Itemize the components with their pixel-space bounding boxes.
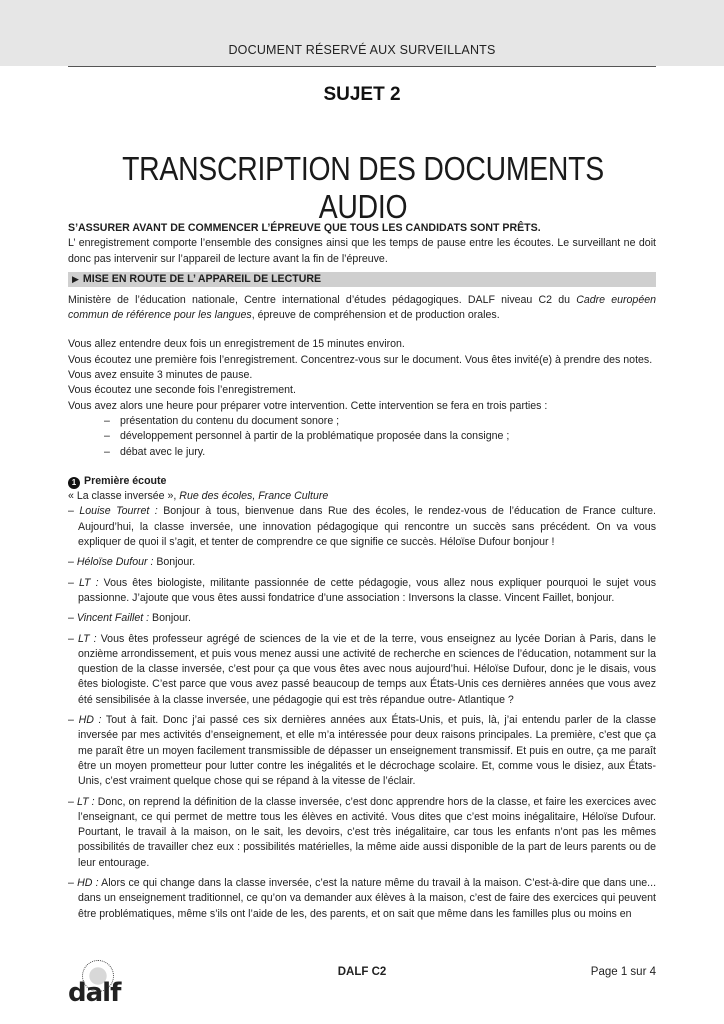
source-italic: Rue des écoles, France Culture	[179, 490, 329, 503]
transcript-turn: – HD : Alors ce qui change dans la classe inversée, c’est la nature même du travail à la maison. C’est-à-dire que dans une... dans un enseignement traditionnel, ce qu’on va demander aux élèves à la maison, c’est de faire des exercices qui peuvent être problématiques, même s’ils ont l’aide de les, des parents, et on sait que même dans les familles plus ou moins en	[68, 876, 657, 920]
intervention-parts-list	[68, 414, 656, 460]
list-item: – développement personnel à partir de la problématique proposée dans la consigne ;	[104, 429, 656, 444]
ministry-text-part1: Ministère de l’éducation nationale, Centre international d’études pédagogiques. DALF niveau C2 du	[68, 293, 577, 306]
instruction-line: Vous avez ensuite 3 minutes de pause.	[68, 369, 253, 382]
logo-text: dalf	[68, 978, 121, 1008]
turn-text: Tout à fait. Donc j’ai passé ces six dernières années aux États-Unis, et puis, là, j’ai entendu parler de la classe inversée par mes activités d’enseignement, et elle m’a intéressée pour deux raisons principales. La première, c’est que ça me paraît être un moyen facilement transmissible de dépasser un enseignement transmissif. Et puis en outre, ça me paraît être un moyen prometteur pour lutter contre les inégalités et le décrochage scolaire. Et, comme vous le disiez, aux États-Unis, c’est vraiment quelque chose qui se répand à la vitesse de l’éclair.	[78, 714, 657, 788]
speaker-name: HD :	[77, 876, 99, 889]
transcript-turn: – Vincent Faillet : Bonjour.	[68, 612, 191, 625]
speaker-name: Héloïse Dufour :	[76, 556, 154, 569]
instruction-line: Vous avez alors une heure pour préparer votre intervention. Cette intervention se fera en trois parties :	[68, 399, 548, 412]
section-label: MISE EN ROUTE DE L’ APPAREIL DE LECTURE	[82, 272, 322, 285]
spacer	[68, 323, 656, 337]
page-number: Page 1 sur 4	[590, 966, 656, 978]
listening-heading	[68, 474, 656, 489]
spacer	[68, 460, 656, 474]
instruction-line: Vous écoutez une première fois l’enregistrement. Concentrez-vous sur le document. Vous êtes invité(e) à prendre des notes.	[68, 353, 653, 366]
header-divider	[68, 66, 656, 67]
intro-text: L’ enregistrement comporte l’ensemble des consignes ainsi que les temps de pause entre les écoutes. Le surveillant ne doit donc pas intervenir sur l’appareil de lecture avant la fin de l’épreuve.	[68, 237, 656, 265]
play-triangle-icon: ▶	[72, 273, 79, 284]
subject-title: SUJET 2	[323, 84, 401, 105]
listening-source	[68, 489, 656, 504]
ministry-text-italic: Cadre européen commun de référence pour les langues	[68, 293, 656, 322]
list-item: – débat avec le jury.	[104, 445, 656, 460]
footer-label: DALF C2	[337, 966, 387, 978]
turn-text: Bonjour à tous, bienvenue dans Rue des écoles, le rendez-vous de l’éducation de France culture. Aujourd’hui, la classe inversée, une innovation pédagogique qui rencontre un succès sans précédent. On va vous expliquer de quoi il s’agit, et tenter de comprendre ce que signifie ce succès. Héloïse Dufour bonjour !	[78, 505, 656, 549]
transcript-turn: – LT : Vous êtes professeur agrégé de sciences de la vie et de la terre, vous enseignez au lycée Dorian à Paris, dans le onzième arrondissement, et puis vous menez aussi une activité de recherche en sciences de l’éducation, notamment sur la question de la classe inversée, c’est pour ça que vous êtes avec nous aujourd’hui. Héloïse Dufour, donc je le disais, vous êtes biologiste. C’est parce que vous avez passé beaucoup de temps aux États-Unis ces dernières années que vous avez été sensibilisée à la classe inversée, une pédagogie qui est très répandue outre- Atlantique ?	[68, 632, 656, 706]
turn-text: Vous êtes biologiste, militante passionnée de cette pédagogie, vous allez nous expliquer pourquoi le sujet vous passionne. J’ajoute que vous êtes aussi fondatrice d’une association : Inversons la classe. Vincent Faillet, bonjour.	[78, 576, 656, 604]
ministry-text-part2: , épreuve de compréhension et de production orales.	[251, 309, 500, 322]
instruction-line: Vous écoutez une seconde fois l’enregistrement.	[68, 384, 296, 397]
speaker-name: Vincent Faillet :	[76, 612, 150, 625]
transcript-turn: – Héloïse Dufour : Bonjour.	[68, 556, 196, 569]
speaker-name: HD :	[78, 714, 102, 727]
transcript-turn: – LT : Vous êtes biologiste, militante passionnée de cette pédagogie, vous allez nous expliquer pourquoi le sujet vous passionne. J’ajoute que vous êtes aussi fondatrice d’une association : Inversons la classe. Vincent Faillet, bonjour.	[68, 576, 656, 604]
turn-text: Vous êtes professeur agrégé de sciences de la vie et de la terre, vous enseignez au lycée Dorian à Paris, dans le onzième arrondissement, et puis vous menez aussi une activité de recherche en sciences de l’éducation, notamment sur la question de la classe inversée, c’est pour ça que vous êtes avec nous aujourd’hui. Héloïse Dufour, donc je le disais, vous êtes biologiste. C’est parce que vous avez passé beaucoup de temps aux États-Unis ces dernières années que vous avez été sensibilisée à la classe inversée, une pédagogie qui est très répandue outre- Atlantique ?	[78, 632, 656, 706]
source-plain: « La classe inversée »,	[68, 490, 180, 503]
ministry-text	[68, 293, 656, 324]
speaker-name: LT :	[77, 795, 95, 808]
document-title: TRANSCRIPTION DES DOCUMENTS AUDIO	[122, 150, 604, 225]
header-title: DOCUMENT RÉSERVÉ AUX SURVEILLANTS	[228, 43, 496, 57]
turn-text: Bonjour.	[149, 612, 191, 625]
page-content	[68, 221, 656, 927]
listening-title: Première écoute	[84, 474, 167, 487]
list-item: – présentation du contenu du document sonore ;	[104, 414, 656, 429]
turn-text: Donc, on reprend la définition de la classe inversée, c’est donc apprendre hors de la classe, et faire les exercices avec l’enseignant, ce qui permet de mettre tous les élèves en activité. Vous dites que c’est moins inégalitaire, Héloïse Dufour. Pourtant, le travail à la maison, on le sait, les devoirs, c’est très inégalitaire, car tous les enfants n’ont pas les mêmes possibilités de travailler chez eux : possibilités matérielles, la même aide aussi disponible de la part de leurs parents ou de leur entourage.	[78, 795, 657, 869]
transcript-turn: – HD : Tout à fait. Donc j’ai passé ces six dernières années aux États-Unis, et puis, là, j’ai entendu parler de la classe inversée par mes activités d’enseignement, et elle m’a intéressée pour deux raisons principales. La première, c’est que ça me paraît être un moyen facilement transmissible de dépasser un enseignement transmissif. Et puis en outre, ça me paraît être un moyen prometteur pour lutter contre les inégalités et le décrochage scolaire. Et, comme vous le disiez, aux États-Unis, c’est vraiment quelque chose qui se répand à la vitesse de l’éclair.	[68, 714, 657, 788]
instruction-line: Vous allez entendre deux fois un enregistrement de 15 minutes environ.	[68, 338, 405, 351]
warning-text: S’ASSURER AVANT DE COMMENCER L’ÉPREUVE QUE TOUS LES CANDIDATS SONT PRÊTS.	[68, 222, 541, 234]
speaker-name: LT :	[78, 576, 99, 589]
turn-text: Bonjour.	[153, 556, 196, 569]
speaker-name: Louise Tourret :	[79, 505, 158, 518]
listening-number-badge: 1	[68, 477, 80, 489]
section-bar	[68, 272, 656, 287]
speaker-name: LT :	[77, 632, 97, 645]
transcript-turn: – LT : Donc, on reprend la définition de la classe inversée, c’est donc apprendre hors de la classe, et faire les exercices avec l’enseignant, ce qui permet de mettre tous les élèves en activité. Vous dites que c’est moins inégalitaire, Héloïse Dufour. Pourtant, le travail à la maison, on le sait, les devoirs, c’est très inégalitaire, car tous les enfants n’ont pas les mêmes possibilités de travailler chez eux : possibilités matérielles, la même aide aussi disponible de la part de leurs parents ou de leur entourage.	[68, 795, 657, 869]
turn-text: Alors ce qui change dans la classe inversée, c’est la nature même du travail à la maison. C’est-à-dire que dans une... dans un enseignement traditionnel, ce qu’on va demander aux élèves à la maison, c’est de faire des exercices qui peuvent être problématiques, même s’ils ont l’aide de les, des parents, et on sait que même dans les familles plus ou moins en	[78, 876, 657, 920]
transcript-turn: – Louise Tourret : Bonjour à tous, bienvenue dans Rue des écoles, le rendez-vous de l’éducation de France culture. Aujourd’hui, la classe inversée, une innovation pédagogique qui rencontre un succès sans précédent. On va vous expliquer de quoi il s’agit, et tenter de comprendre ce que signifie ce succès. Héloïse Dufour bonjour !	[68, 505, 656, 549]
